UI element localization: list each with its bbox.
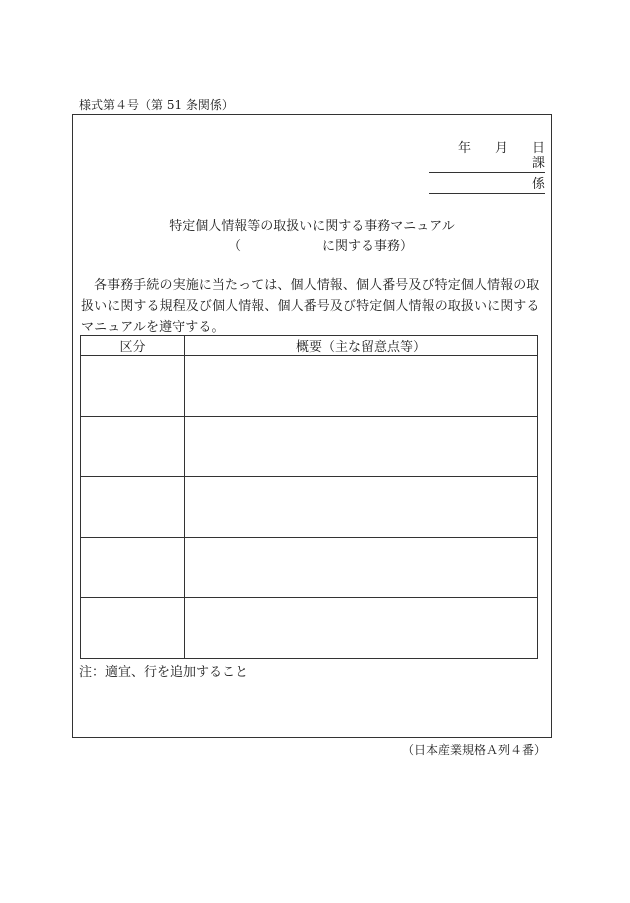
table-row [81,598,538,659]
form-number: 様式第４号（第 51 条関係） [79,98,234,112]
subtitle-rest: に関する事務） [322,239,414,254]
subsection-signature-line[interactable] [429,177,545,194]
table-row [81,356,538,417]
body-paragraph: 各事務手続の実施に当たっては、個人情報、個人番号及び特定個人情報の取扱いに関する規程及び個人情報、個人番号及び特定個人情報の取扱いに関するマニュアルを遵守する。 [81,278,540,335]
paper-standard-note: （日本産業規格Ａ列４番） [401,743,546,757]
date-month-label: 月 [494,141,508,156]
overview-cell[interactable] [185,416,538,477]
date-year-label: 年 [457,141,471,156]
section-label: 課 [531,156,545,171]
category-cell[interactable] [81,477,185,538]
document-subtitle [228,235,413,254]
form-frame [72,114,552,738]
document-title: 特定個人情報等の取扱いに関する事務マニュアル [169,219,455,234]
subtitle-open-paren: （ [228,239,242,254]
overview-cell[interactable] [185,598,538,659]
table-row [81,416,538,477]
category-cell[interactable] [81,537,185,598]
footnote: 注：適宜、行を追加すること [79,665,249,680]
overview-cell[interactable] [185,537,538,598]
table-row [81,537,538,598]
overview-cell[interactable] [185,356,538,417]
subsection-label: 係 [531,177,545,192]
table-header-row [81,336,538,356]
category-cell[interactable] [81,356,185,417]
category-cell[interactable] [81,598,185,659]
summary-table [80,335,538,659]
date-day-label: 日 [531,141,545,156]
date-row [458,137,545,156]
header-overview: 概要（主な留意点等） [185,336,538,356]
section-signature-line[interactable] [429,156,545,173]
category-cell[interactable] [81,416,185,477]
table-row [81,477,538,538]
overview-cell[interactable] [185,477,538,538]
header-category: 区分 [81,336,185,356]
